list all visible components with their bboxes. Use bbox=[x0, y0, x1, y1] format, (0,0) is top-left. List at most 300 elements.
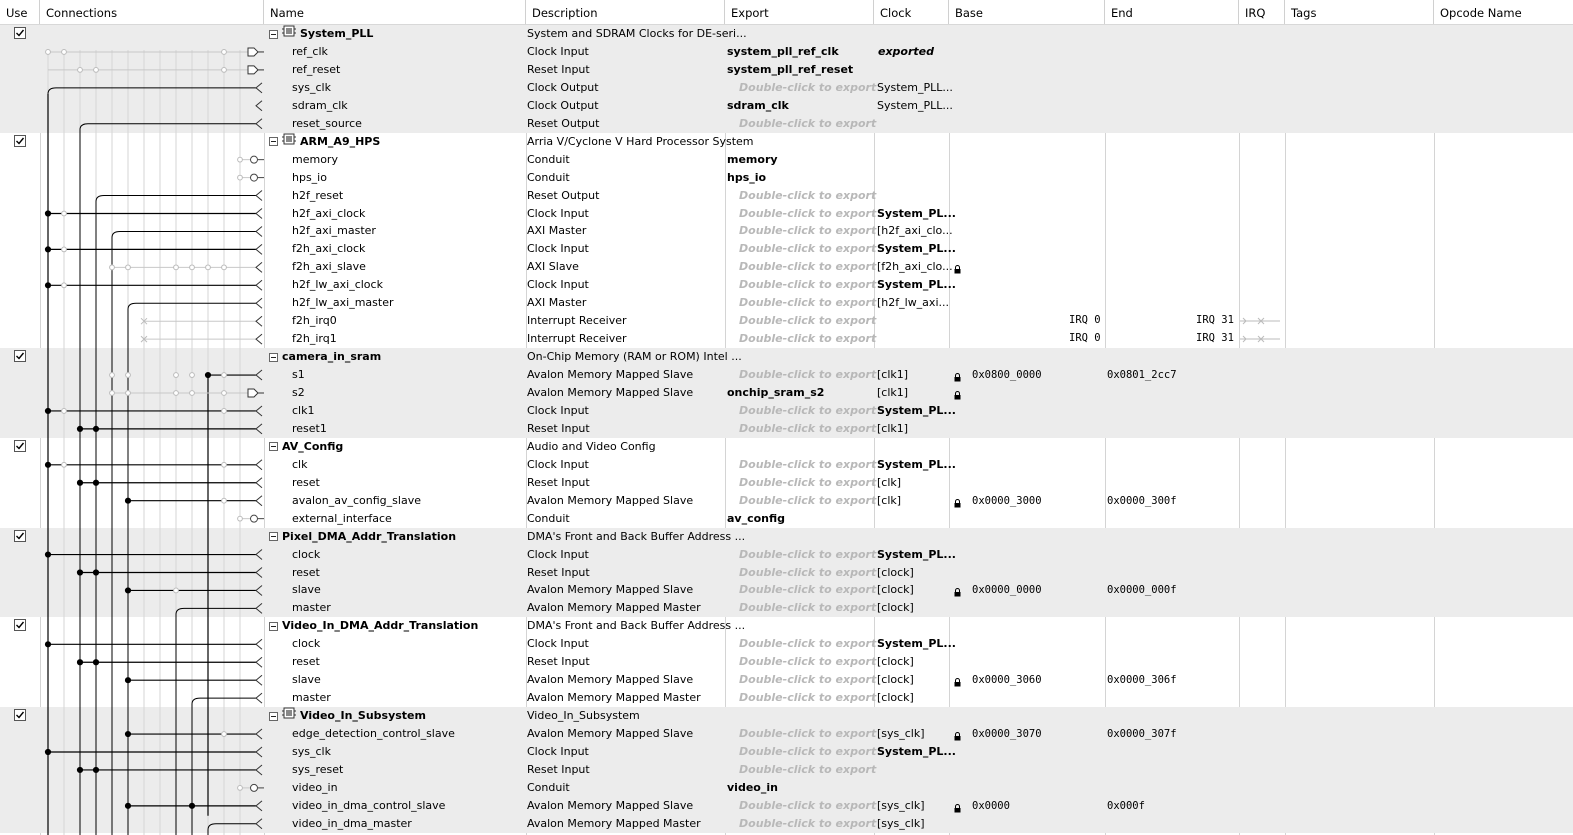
port-in-icon[interactable] bbox=[256, 298, 262, 308]
component-name-cell[interactable] bbox=[264, 707, 526, 725]
description-cell: Clock Output bbox=[527, 98, 599, 112]
connection-wire[interactable] bbox=[80, 124, 256, 835]
end-address[interactable]: 0x0000_306f bbox=[1107, 674, 1177, 687]
connection-point[interactable] bbox=[238, 516, 243, 521]
description-cell: Reset Input bbox=[527, 762, 590, 776]
export-name[interactable]: onchip_sram_s2 bbox=[727, 386, 825, 399]
export-name[interactable]: memory bbox=[727, 152, 778, 166]
connection-point[interactable] bbox=[174, 391, 179, 396]
export-placeholder[interactable]: Double-click to export bbox=[739, 493, 877, 507]
connection-point[interactable] bbox=[62, 283, 67, 288]
description-cell: Clock Input bbox=[527, 44, 589, 58]
connection-point[interactable] bbox=[126, 265, 131, 270]
component-name: Video_In_DMA_Addr_Translation bbox=[282, 619, 479, 633]
interface-name[interactable]: ref_clk bbox=[292, 44, 328, 58]
end-address[interactable]: 0x0000_307f bbox=[1107, 728, 1177, 741]
port-in-icon[interactable] bbox=[256, 765, 262, 775]
connection-point[interactable] bbox=[238, 157, 243, 162]
base-cell[interactable] bbox=[950, 725, 1105, 743]
description-cell: Avalon Memory Mapped Slave bbox=[527, 798, 694, 812]
port-out-icon[interactable] bbox=[248, 389, 258, 397]
component-name-cell[interactable] bbox=[264, 348, 526, 366]
export-placeholder[interactable]: Double-click to export bbox=[739, 188, 877, 202]
interface-name[interactable]: h2f_reset bbox=[292, 188, 344, 202]
component-name-cell[interactable] bbox=[264, 528, 526, 546]
interface-name[interactable]: clock bbox=[292, 547, 321, 561]
connection-dot[interactable] bbox=[45, 642, 50, 647]
connection-point[interactable] bbox=[206, 265, 211, 270]
export-placeholder[interactable]: Double-click to export bbox=[739, 332, 877, 346]
interface-name[interactable]: memory bbox=[292, 152, 338, 166]
interface-name[interactable]: f2h_axi_clock bbox=[292, 242, 366, 256]
clock-cell[interactable]: [h2f_lw_axi... bbox=[877, 296, 949, 310]
component-name: camera_in_sram bbox=[282, 350, 382, 364]
connection-point[interactable] bbox=[238, 786, 243, 791]
export-placeholder[interactable]: Double-click to export bbox=[739, 745, 877, 758]
connection-point[interactable] bbox=[222, 498, 227, 503]
port-in-icon[interactable] bbox=[256, 209, 262, 219]
clock-cell[interactable]: [clk] bbox=[877, 493, 902, 507]
port-in-icon[interactable] bbox=[256, 370, 262, 380]
description-cell: Avalon Memory Mapped Master bbox=[527, 691, 701, 705]
collapse-toggle-icon[interactable] bbox=[269, 712, 278, 721]
interface-name[interactable]: reset_source bbox=[292, 116, 362, 130]
port-in-icon[interactable] bbox=[256, 226, 262, 236]
component-name-cell[interactable] bbox=[264, 438, 526, 456]
export-placeholder[interactable]: Double-click to export bbox=[739, 368, 877, 382]
description-cell: Clock Input bbox=[527, 547, 589, 561]
connection-point[interactable] bbox=[62, 50, 67, 55]
connection-point[interactable] bbox=[62, 247, 67, 252]
description-cell: On-Chip Memory (RAM or ROM) Intel ... bbox=[527, 350, 742, 364]
port-in-icon[interactable] bbox=[256, 334, 262, 344]
clock-cell[interactable]: [clock] bbox=[877, 655, 914, 669]
connection-point[interactable] bbox=[46, 50, 51, 55]
connection-point[interactable] bbox=[174, 373, 179, 378]
clock-cell[interactable]: [clock] bbox=[877, 673, 914, 687]
header-use[interactable]: Use bbox=[0, 0, 40, 24]
clock-cell[interactable]: [clk1] bbox=[877, 368, 909, 382]
port-in-icon[interactable] bbox=[256, 639, 262, 649]
interface-name[interactable]: f2h_irq0 bbox=[292, 314, 337, 328]
collapse-toggle-icon[interactable] bbox=[269, 442, 278, 451]
component-name-cell[interactable] bbox=[264, 133, 526, 151]
conduit-port-icon[interactable] bbox=[251, 784, 258, 791]
port-in-icon[interactable] bbox=[256, 657, 262, 667]
interface-name[interactable]: hps_io bbox=[292, 170, 327, 184]
description-cell: Avalon Memory Mapped Slave bbox=[527, 368, 694, 382]
connection-point[interactable] bbox=[190, 373, 195, 378]
connection-point[interactable] bbox=[110, 373, 115, 378]
clock-cell[interactable]: System_PL... bbox=[877, 637, 956, 651]
description-cell: Clock Input bbox=[527, 403, 589, 417]
port-in-icon[interactable] bbox=[256, 262, 262, 272]
export-placeholder[interactable]: Double-click to export bbox=[739, 762, 877, 776]
interface-name[interactable]: h2f_lw_axi_master bbox=[292, 296, 394, 310]
export-placeholder[interactable]: Double-click to export bbox=[739, 242, 877, 256]
subsystem-chip-icon bbox=[282, 707, 296, 725]
connection-dot[interactable] bbox=[93, 767, 98, 772]
description-cell: Clock Input bbox=[527, 278, 589, 292]
interface-name[interactable]: s1 bbox=[292, 368, 305, 382]
export-placeholder[interactable]: Double-click to export bbox=[739, 457, 877, 471]
header-end[interactable]: End bbox=[1105, 0, 1239, 24]
clock-cell[interactable]: System_PLL... bbox=[877, 80, 953, 94]
description-cell: Avalon Memory Mapped Slave bbox=[527, 583, 694, 597]
export-name[interactable]: hps_io bbox=[727, 170, 767, 184]
interface-name[interactable]: avalon_av_config_slave bbox=[292, 493, 421, 507]
description-cell: Avalon Memory Mapped Slave bbox=[527, 673, 694, 687]
header-irq[interactable]: IRQ bbox=[1239, 0, 1285, 24]
interface-name[interactable]: external_interface bbox=[292, 511, 392, 525]
port-in-icon[interactable] bbox=[256, 550, 262, 560]
clock-cell[interactable]: System_PL... bbox=[877, 278, 956, 292]
export-placeholder[interactable]: Double-click to export bbox=[739, 798, 877, 812]
clock-cell[interactable]: System_PLL... bbox=[877, 98, 953, 112]
port-in-icon[interactable] bbox=[256, 119, 262, 129]
port-in-icon[interactable] bbox=[256, 101, 262, 111]
description-cell: Arria V/Cyclone V Hard Processor System bbox=[527, 134, 754, 148]
export-placeholder[interactable]: Double-click to export bbox=[739, 691, 877, 705]
irq-line-icon bbox=[1238, 312, 1284, 330]
base-address: 0x0000_3060 bbox=[972, 674, 1042, 687]
description-cell: Reset Output bbox=[527, 116, 600, 130]
header-export[interactable]: Export bbox=[725, 0, 874, 24]
connection-point[interactable] bbox=[62, 462, 67, 467]
clock-cell[interactable]: [sys_clk] bbox=[877, 727, 925, 741]
base-cell[interactable] bbox=[950, 492, 1105, 510]
export-placeholder[interactable]: Double-click to export bbox=[739, 547, 877, 561]
header-description[interactable]: Description bbox=[526, 0, 725, 24]
connection-point[interactable] bbox=[78, 68, 83, 73]
header-tags[interactable]: Tags bbox=[1285, 0, 1434, 24]
connection-point[interactable] bbox=[190, 391, 195, 396]
base-address: 0x0000_3000 bbox=[972, 494, 1042, 507]
interface-name[interactable]: f2h_irq1 bbox=[292, 332, 337, 346]
connection-point[interactable] bbox=[126, 373, 131, 378]
base-cell[interactable] bbox=[950, 258, 1105, 276]
connection-dot[interactable] bbox=[125, 803, 130, 808]
connection-wire[interactable] bbox=[176, 608, 256, 835]
end-address[interactable]: 0x0000_300f bbox=[1107, 494, 1177, 507]
connection-dot[interactable] bbox=[125, 678, 130, 683]
export-placeholder[interactable]: Double-click to export bbox=[739, 601, 877, 615]
component-name-cell[interactable] bbox=[264, 25, 526, 43]
port-in-icon[interactable] bbox=[256, 280, 262, 290]
description-cell: AXI Master bbox=[527, 296, 587, 310]
clock-cell[interactable]: System_PL... bbox=[877, 242, 956, 256]
connection-point[interactable] bbox=[110, 391, 115, 396]
connection-dot[interactable] bbox=[93, 570, 98, 575]
connection-dot[interactable] bbox=[93, 660, 98, 665]
description-cell: Clock Input bbox=[527, 745, 589, 758]
component-name: Pixel_DMA_Addr_Translation bbox=[282, 529, 457, 543]
connection-point[interactable] bbox=[222, 391, 227, 396]
connection-dot[interactable] bbox=[125, 498, 130, 503]
connection-dot[interactable] bbox=[189, 803, 194, 808]
export-placeholder[interactable]: Double-click to export bbox=[739, 224, 877, 238]
interface-name[interactable]: sys_reset bbox=[292, 762, 344, 776]
connection-point[interactable] bbox=[222, 265, 227, 270]
header-clock[interactable]: Clock bbox=[874, 0, 949, 24]
description-cell: System and SDRAM Clocks for DE-seri... bbox=[527, 27, 747, 40]
interface-name[interactable]: video_in_dma_control_slave bbox=[292, 798, 446, 812]
irq-high: IRQ 31 bbox=[1196, 332, 1234, 345]
description-cell: AXI Slave bbox=[527, 260, 579, 274]
description-cell: Reset Output bbox=[527, 188, 600, 202]
port-in-icon[interactable] bbox=[256, 693, 262, 703]
collapse-toggle-icon[interactable] bbox=[269, 532, 278, 541]
connections-panel[interactable] bbox=[0, 25, 264, 835]
connection-wire[interactable] bbox=[112, 231, 256, 835]
export-placeholder[interactable]: Double-click to export bbox=[739, 260, 877, 274]
description-cell: Avalon Memory Mapped Slave bbox=[527, 386, 694, 399]
export-name[interactable]: av_config bbox=[727, 511, 786, 525]
conduit-port-icon[interactable] bbox=[251, 174, 258, 181]
description-cell: Conduit bbox=[527, 780, 570, 794]
port-in-icon[interactable] bbox=[256, 83, 262, 93]
connection-dot[interactable] bbox=[77, 660, 82, 665]
description-cell: Avalon Memory Mapped Master bbox=[527, 601, 701, 615]
port-in-icon[interactable] bbox=[256, 316, 262, 326]
connection-dot[interactable] bbox=[77, 480, 82, 485]
connection-dot[interactable] bbox=[93, 480, 98, 485]
connection-point[interactable] bbox=[126, 391, 131, 396]
interface-name[interactable]: edge_detection_control_slave bbox=[292, 727, 455, 741]
clock-cell[interactable]: [clock] bbox=[877, 691, 914, 705]
export-placeholder[interactable]: Double-click to export bbox=[739, 475, 877, 489]
conduit-port-icon[interactable] bbox=[251, 515, 258, 522]
connection-dot[interactable] bbox=[205, 372, 210, 377]
interface-name[interactable]: reset1 bbox=[292, 421, 327, 435]
connection-dot[interactable] bbox=[45, 462, 50, 467]
export-placeholder[interactable]: Double-click to export bbox=[739, 583, 877, 597]
interface-name[interactable]: h2f_axi_master bbox=[292, 224, 376, 238]
description-cell: Clock Output bbox=[527, 80, 599, 94]
description-cell: Avalon Memory Mapped Master bbox=[527, 816, 701, 830]
clock-cell[interactable]: [clock] bbox=[877, 583, 914, 597]
connection-dot[interactable] bbox=[45, 552, 50, 557]
description-cell: Avalon Memory Mapped Slave bbox=[527, 493, 694, 507]
description-cell: Reset Input bbox=[527, 655, 590, 669]
clock-cell[interactable]: [clk] bbox=[877, 475, 902, 489]
conduit-port-icon[interactable] bbox=[251, 156, 258, 163]
base-cell[interactable] bbox=[950, 384, 1105, 402]
export-placeholder[interactable]: Double-click to export bbox=[739, 565, 877, 579]
base-address: 0x0000_0000 bbox=[972, 584, 1042, 597]
connection-point[interactable] bbox=[62, 211, 67, 216]
connection-point[interactable] bbox=[222, 68, 227, 73]
clock-cell[interactable]: [sys_clk] bbox=[877, 816, 925, 830]
port-in-icon[interactable] bbox=[256, 585, 262, 595]
base-address: 0x0800_0000 bbox=[972, 369, 1042, 382]
port-in-icon[interactable] bbox=[256, 478, 262, 488]
header-base[interactable]: Base bbox=[949, 0, 1105, 24]
export-placeholder[interactable]: Double-click to export bbox=[739, 421, 877, 435]
clock-cell[interactable]: System_PL... bbox=[877, 206, 956, 220]
connection-dot[interactable] bbox=[45, 211, 50, 216]
connection-point[interactable] bbox=[222, 409, 227, 414]
export-name[interactable]: video_in bbox=[727, 780, 778, 794]
interface-name[interactable]: clock bbox=[292, 637, 321, 651]
description-cell: DMA's Front and Back Buffer Address ... bbox=[527, 619, 746, 633]
clock-cell[interactable]: System_PL... bbox=[877, 547, 956, 561]
connection-dot[interactable] bbox=[45, 749, 50, 754]
export-placeholder[interactable]: Double-click to export bbox=[739, 296, 877, 310]
port-in-icon[interactable] bbox=[256, 191, 262, 201]
interface-name[interactable]: sys_clk bbox=[292, 80, 331, 94]
header-connections[interactable]: Connections bbox=[40, 0, 264, 24]
port-in-icon[interactable] bbox=[256, 460, 262, 470]
component-name: ARM_A9_HPS bbox=[300, 134, 381, 148]
description-cell: Reset Input bbox=[527, 475, 590, 489]
connection-dot[interactable] bbox=[77, 767, 82, 772]
interface-name[interactable]: s2 bbox=[292, 386, 305, 399]
connection-point[interactable] bbox=[174, 588, 179, 593]
interface-name[interactable]: slave bbox=[292, 673, 321, 687]
description-cell: Interrupt Receiver bbox=[527, 332, 627, 346]
subsystem-chip-icon bbox=[282, 25, 296, 43]
description-cell: AXI Master bbox=[527, 224, 587, 238]
interface-name[interactable]: master bbox=[292, 691, 331, 705]
export-name[interactable]: system_pll_ref_reset bbox=[727, 62, 854, 76]
description-cell: Conduit bbox=[527, 152, 570, 166]
export-placeholder[interactable]: Double-click to export bbox=[739, 314, 877, 328]
connection-dot[interactable] bbox=[45, 408, 50, 413]
connection-point[interactable] bbox=[222, 462, 227, 467]
end-address[interactable]: 0x000f bbox=[1107, 799, 1145, 812]
interface-name[interactable]: clk1 bbox=[292, 403, 315, 417]
end-address[interactable]: 0x0000_000f bbox=[1107, 584, 1177, 597]
interface-name[interactable]: clk bbox=[292, 457, 308, 471]
interface-name[interactable]: ref_reset bbox=[292, 62, 341, 76]
export-placeholder[interactable]: Double-click to export bbox=[739, 816, 877, 830]
base-cell[interactable] bbox=[950, 581, 1105, 599]
port-in-icon[interactable] bbox=[256, 496, 262, 506]
connection-point[interactable] bbox=[190, 265, 195, 270]
component-name: Video_In_Subsystem bbox=[300, 709, 426, 723]
clock-cell[interactable]: [h2f_axi_clo... bbox=[877, 224, 953, 238]
clock-cell[interactable]: [clk1] bbox=[877, 386, 909, 399]
collapse-toggle-icon[interactable] bbox=[269, 137, 278, 146]
export-name[interactable]: system_pll_ref_clk bbox=[727, 44, 839, 58]
clock-cell[interactable]: [clk1] bbox=[877, 421, 909, 435]
connection-point[interactable] bbox=[174, 265, 179, 270]
interface-name[interactable]: reset bbox=[292, 655, 320, 669]
base-cell[interactable] bbox=[950, 366, 1105, 384]
port-in-icon[interactable] bbox=[256, 424, 262, 434]
interface-name[interactable]: h2f_axi_clock bbox=[292, 206, 366, 220]
description-cell: Clock Input bbox=[527, 637, 589, 651]
interface-name[interactable]: reset bbox=[292, 475, 320, 489]
interface-name[interactable]: slave bbox=[292, 583, 321, 597]
clock-cell[interactable]: [clock] bbox=[877, 601, 914, 615]
export-placeholder[interactable]: Double-click to export bbox=[739, 80, 877, 94]
connection-dot[interactable] bbox=[45, 247, 50, 252]
irq-high: IRQ 31 bbox=[1196, 314, 1234, 327]
port-out-icon[interactable] bbox=[248, 48, 258, 56]
interface-name[interactable]: f2h_axi_slave bbox=[292, 260, 366, 274]
connection-point[interactable] bbox=[222, 50, 227, 55]
base-cell[interactable] bbox=[950, 797, 1105, 815]
clock-cell[interactable]: [clock] bbox=[877, 565, 914, 579]
clock-cell[interactable]: [f2h_axi_clo... bbox=[877, 260, 953, 274]
export-placeholder[interactable]: Double-click to export bbox=[739, 278, 877, 292]
connection-dot[interactable] bbox=[125, 588, 130, 593]
export-placeholder[interactable]: Double-click to export bbox=[739, 655, 877, 669]
export-name[interactable]: sdram_clk bbox=[727, 98, 789, 112]
clock-cell[interactable]: [sys_clk] bbox=[877, 798, 925, 812]
description-cell: Reset Input bbox=[527, 421, 590, 435]
port-in-icon[interactable] bbox=[256, 819, 262, 829]
description-cell: DMA's Front and Back Buffer Address ... bbox=[527, 529, 746, 543]
connection-wire[interactable] bbox=[208, 824, 256, 835]
header-name[interactable]: Name bbox=[264, 0, 526, 24]
export-placeholder[interactable]: Double-click to export bbox=[739, 727, 877, 741]
export-placeholder[interactable]: Double-click to export bbox=[739, 637, 877, 651]
port-in-icon[interactable] bbox=[256, 568, 262, 578]
component-name-cell[interactable] bbox=[264, 617, 526, 635]
port-in-icon[interactable] bbox=[256, 747, 262, 757]
clock-cell[interactable]: exported bbox=[878, 44, 935, 58]
export-placeholder[interactable]: Double-click to export bbox=[739, 403, 877, 417]
collapse-toggle-icon[interactable] bbox=[269, 353, 278, 362]
connection-point[interactable] bbox=[222, 373, 227, 378]
collapse-toggle-icon[interactable] bbox=[269, 30, 278, 39]
port-in-icon[interactable] bbox=[256, 406, 262, 416]
interface-name[interactable]: reset bbox=[292, 565, 320, 579]
base-address: 0x0000 bbox=[972, 799, 1010, 812]
connection-point[interactable] bbox=[238, 175, 243, 180]
port-in-icon[interactable] bbox=[256, 801, 262, 811]
clock-cell[interactable]: System_PL... bbox=[877, 403, 956, 417]
interface-name[interactable]: h2f_lw_axi_clock bbox=[292, 278, 383, 292]
connection-point[interactable] bbox=[110, 265, 115, 270]
connection-point[interactable] bbox=[62, 409, 67, 414]
connection-dot[interactable] bbox=[77, 426, 82, 431]
interface-name[interactable]: master bbox=[292, 601, 331, 615]
export-placeholder[interactable]: Double-click to export bbox=[739, 673, 877, 687]
end-address[interactable]: 0x0801_2cc7 bbox=[1107, 369, 1177, 382]
base-cell[interactable] bbox=[950, 671, 1105, 689]
connection-dot[interactable] bbox=[45, 283, 50, 288]
connection-wire[interactable] bbox=[48, 88, 256, 94]
irq-low: IRQ 0 bbox=[1069, 332, 1101, 345]
description-cell: Clock Input bbox=[527, 206, 589, 220]
export-placeholder[interactable]: Double-click to export bbox=[739, 206, 877, 220]
collapse-toggle-icon[interactable] bbox=[269, 622, 278, 631]
interface-name[interactable]: sys_clk bbox=[292, 745, 331, 758]
export-placeholder[interactable]: Double-click to export bbox=[739, 116, 877, 130]
header-opcode-name[interactable]: Opcode Name bbox=[1440, 6, 1522, 20]
connection-dot[interactable] bbox=[77, 570, 82, 575]
clock-cell[interactable]: System_PL... bbox=[877, 745, 956, 758]
port-out-icon[interactable] bbox=[248, 66, 258, 74]
description-cell: Video_In_Subsystem bbox=[527, 709, 640, 723]
port-in-icon[interactable] bbox=[256, 729, 262, 739]
connection-dot[interactable] bbox=[125, 731, 130, 736]
clock-cell[interactable]: System_PL... bbox=[877, 457, 956, 471]
interface-name[interactable]: video_in bbox=[292, 780, 338, 794]
connection-dot[interactable] bbox=[93, 426, 98, 431]
connection-point[interactable] bbox=[222, 732, 227, 737]
port-in-icon[interactable] bbox=[256, 603, 262, 613]
interface-name[interactable]: sdram_clk bbox=[292, 98, 348, 112]
connection-point[interactable] bbox=[94, 68, 99, 73]
port-in-icon[interactable] bbox=[256, 675, 262, 685]
port-in-icon[interactable] bbox=[256, 244, 262, 254]
interface-name[interactable]: video_in_dma_master bbox=[292, 816, 412, 830]
